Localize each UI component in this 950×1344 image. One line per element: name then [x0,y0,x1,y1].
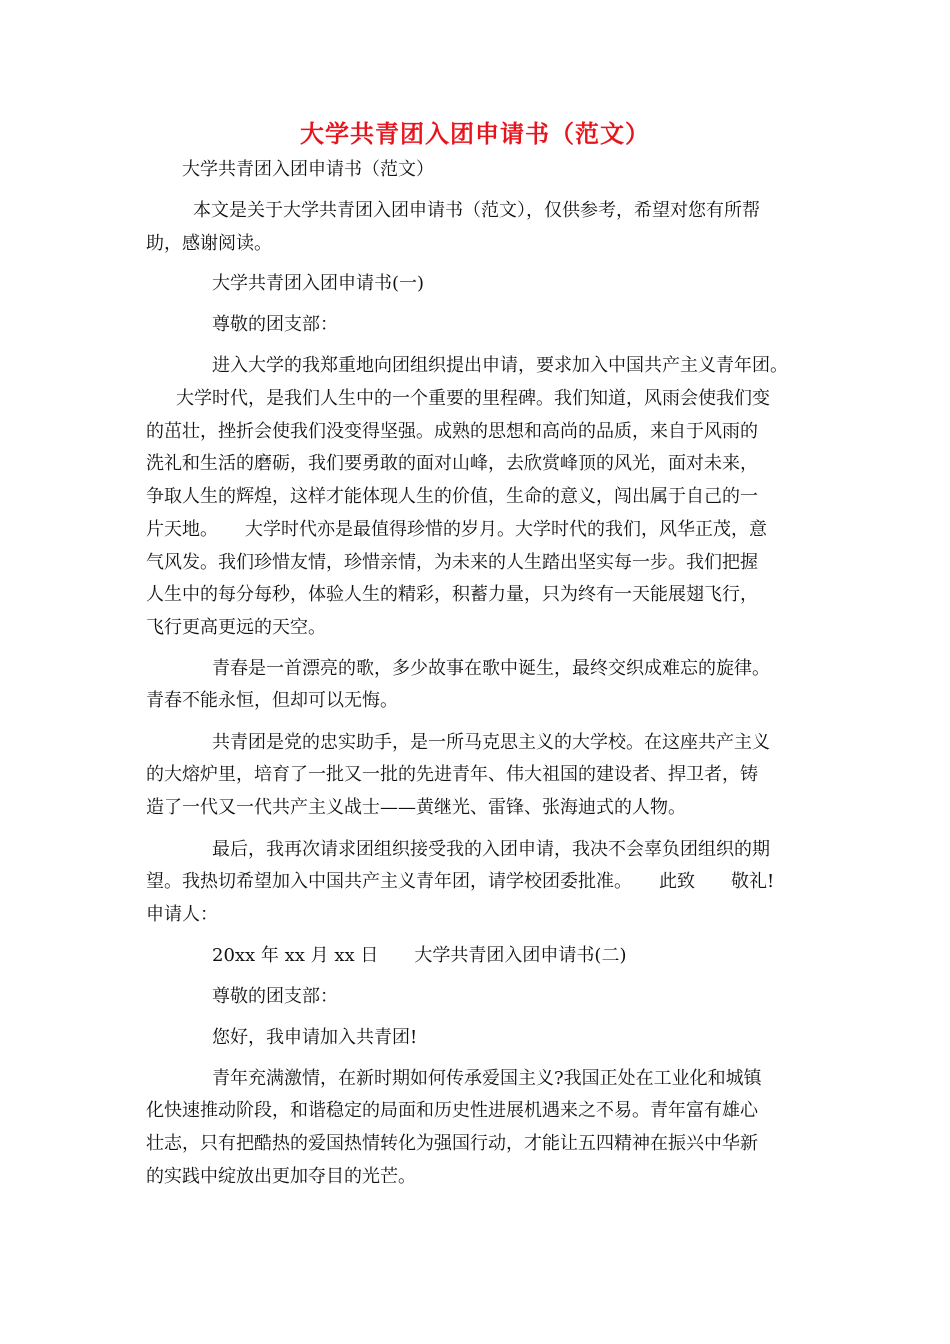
text-line: 尊敬的团支部： [212,314,338,335]
text-line: 尊敬的团支部： [212,986,338,1007]
text-line: 大学共青团入团申请书（范文） [182,159,434,180]
text-line: 青春是一首漂亮的歌，多少故事在歌中诞生，最终交织成难忘的旋律。 [212,658,770,679]
text-line: 望。我热切希望加入中国共产主义青年团，请学校团委批准。 此致 敬礼! [146,871,775,892]
text-line: 共青团是党的忠实助手，是一所马克思主义的大学校。在这座共产主义 [212,732,770,753]
text-line: 的实践中绽放出更加夺目的光芒。 [146,1166,416,1187]
text-line: 造了一代又一代共产主义战士——黄继光、雷锋、张海迪式的人物。 [146,797,686,818]
text-line: 青春不能永恒，但却可以无悔。 [146,690,398,711]
text-line: 的大熔炉里，培育了一批又一批的先进青年、伟大祖国的建设者、捍卫者，铸 [146,764,758,785]
document-title: 大学共青团入团申请书（范文） [300,120,650,148]
text-line: 本文是关于大学共青团入团申请书（范文），仅供参考，希望对您有所帮 [193,200,760,221]
text-line: 进入大学的我郑重地向团组织提出申请，要求加入中国共产主义青年团。 [212,355,788,376]
text-line: 争取人生的辉煌，这样才能体现人生的价值，生命的意义，闯出属于自己的一 [146,486,758,507]
text-line: 申请人： [146,904,218,925]
text-line: 您好，我申请加入共青团! [212,1027,418,1048]
text-line: 气风发。我们珍惜友情，珍惜亲情，为未来的人生踏出坚实每一步。我们把握 [146,552,758,573]
text-line: 的茁壮，挫折会使我们没变得坚强。成熟的思想和高尚的品质，来自于风雨的 [146,421,758,442]
text-line: 飞行更高更远的天空。 [146,617,326,638]
text-line: 20xx 年 xx 月 xx 日 大学共青团入团申请书(二) [212,945,627,966]
text-line: 人生中的每分每秒，体验人生的精彩，积蓄力量，只为终有一天能展翅飞行， [146,584,758,605]
text-line: 助，感谢阅读。 [146,233,272,254]
text-line: 化快速推动阶段，和谐稳定的局面和历史性进展机遇来之不易。青年富有雄心 [146,1100,758,1121]
text-line: 大学时代，是我们人生中的一个重要的里程碑。我们知道，风雨会使我们变 [176,388,770,409]
text-line: 壮志，只有把酷热的爱国热情转化为强国行动，才能让五四精神在振兴中华新 [146,1133,758,1154]
text-line: 大学共青团入团申请书(一) [212,273,425,294]
text-line: 最后，我再次请求团组织接受我的入团申请，我决不会辜负团组织的期 [212,839,770,860]
text-line: 洗礼和生活的磨砺，我们要勇敢的面对山峰，去欣赏峰顶的风光，面对未来， [146,453,758,474]
text-line: 青年充满激情，在新时期如何传承爱国主义?我国正处在工业化和城镇 [212,1068,762,1089]
text-line: 片天地。 大学时代亦是最值得珍惜的岁月。大学时代的我们，风华正茂，意 [146,519,767,540]
